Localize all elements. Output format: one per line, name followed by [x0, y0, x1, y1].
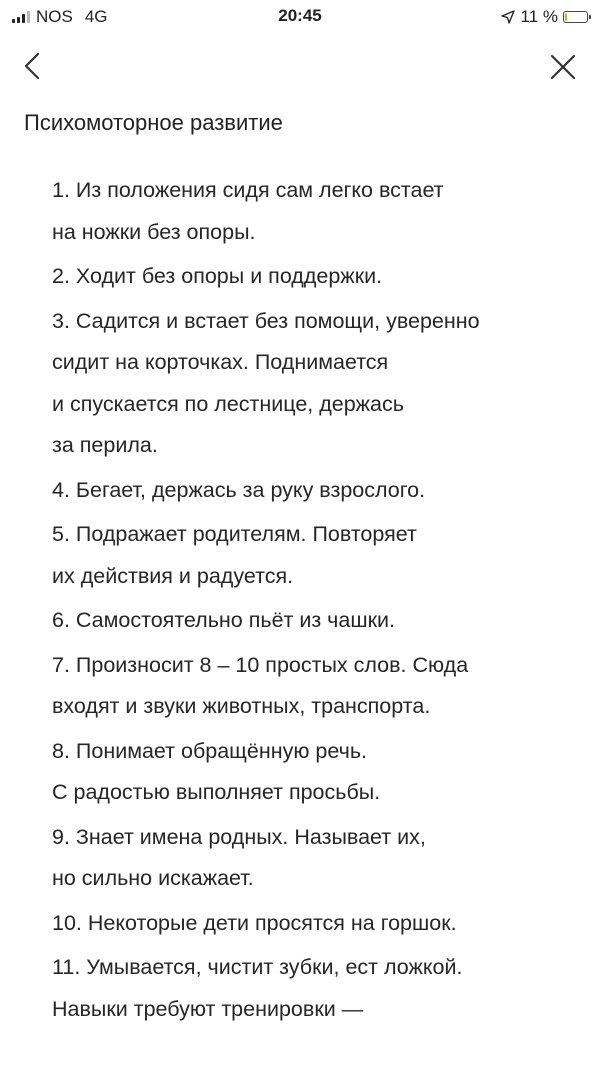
network-type: 4G	[84, 7, 108, 26]
list-item	[52, 731, 582, 814]
list-item	[52, 903, 582, 945]
list-item-line: 8. Понимает обращённую речь.	[52, 738, 368, 763]
list-item	[52, 170, 582, 253]
close-button[interactable]	[548, 52, 578, 82]
list-item-line: 2. Ходит без опоры и поддержки.	[52, 264, 383, 288]
list-item-line: их действия и радуется.	[52, 563, 294, 588]
list-item-line: С радостью выполняет просьбы.	[52, 780, 381, 804]
status-right	[501, 6, 589, 28]
list-item	[52, 817, 582, 900]
milestone-list	[52, 170, 582, 1033]
carrier-name: NOS	[36, 7, 73, 26]
list-item-line: 5. Подражает родителям. Повторяет	[52, 522, 417, 546]
list-item-line: 10. Некоторые дети просятся на горшок.	[52, 910, 457, 935]
list-item	[52, 301, 582, 467]
list-item-line: на ножки без опоры.	[52, 219, 256, 244]
list-item-line: 7. Произносит 8 – 10 простых слов. Сюда	[52, 652, 469, 677]
battery-icon	[563, 11, 588, 23]
list-item	[52, 256, 582, 298]
list-item	[52, 600, 582, 642]
page-title: Психомоторное развитие	[24, 110, 283, 135]
status-time: 20:45	[278, 6, 322, 25]
list-item-line: Навыки требуют тренировки —	[52, 996, 364, 1021]
list-item	[52, 514, 582, 597]
list-item-line: 1. Из положения сидя сам легко встает	[52, 178, 444, 202]
list-item-line: и спускается по лестнице, держась	[52, 391, 404, 416]
list-item-line: за перила.	[52, 433, 158, 457]
battery-level-fill	[565, 13, 567, 21]
list-item-line: 3. Садится и встает без помощи, уверенно	[52, 308, 480, 333]
chevron-left-icon	[18, 50, 50, 82]
location-arrow-icon	[501, 10, 515, 24]
close-icon	[548, 52, 578, 82]
back-button[interactable]	[18, 50, 50, 82]
list-item-line: 6. Самостоятельно пьёт из чашки.	[52, 608, 395, 632]
list-item-line: 4. Бегает, держась за руку взрослого.	[52, 477, 426, 502]
list-item	[52, 470, 582, 512]
list-item	[52, 645, 582, 728]
list-item-line: но сильно искажает.	[52, 866, 254, 890]
status-bar	[0, 0, 600, 34]
list-item-line: входят и звуки животных, транспорта.	[52, 694, 431, 718]
list-item-line: сидит на корточках. Поднимается	[52, 350, 389, 374]
list-item-line: 11. Умывается, чистит зубки, ест ложкой.	[52, 955, 463, 979]
list-item	[52, 947, 582, 1030]
list-item-line: 9. Знает имена родных. Называет их,	[52, 824, 426, 849]
battery-percent: 11 %	[520, 7, 558, 26]
